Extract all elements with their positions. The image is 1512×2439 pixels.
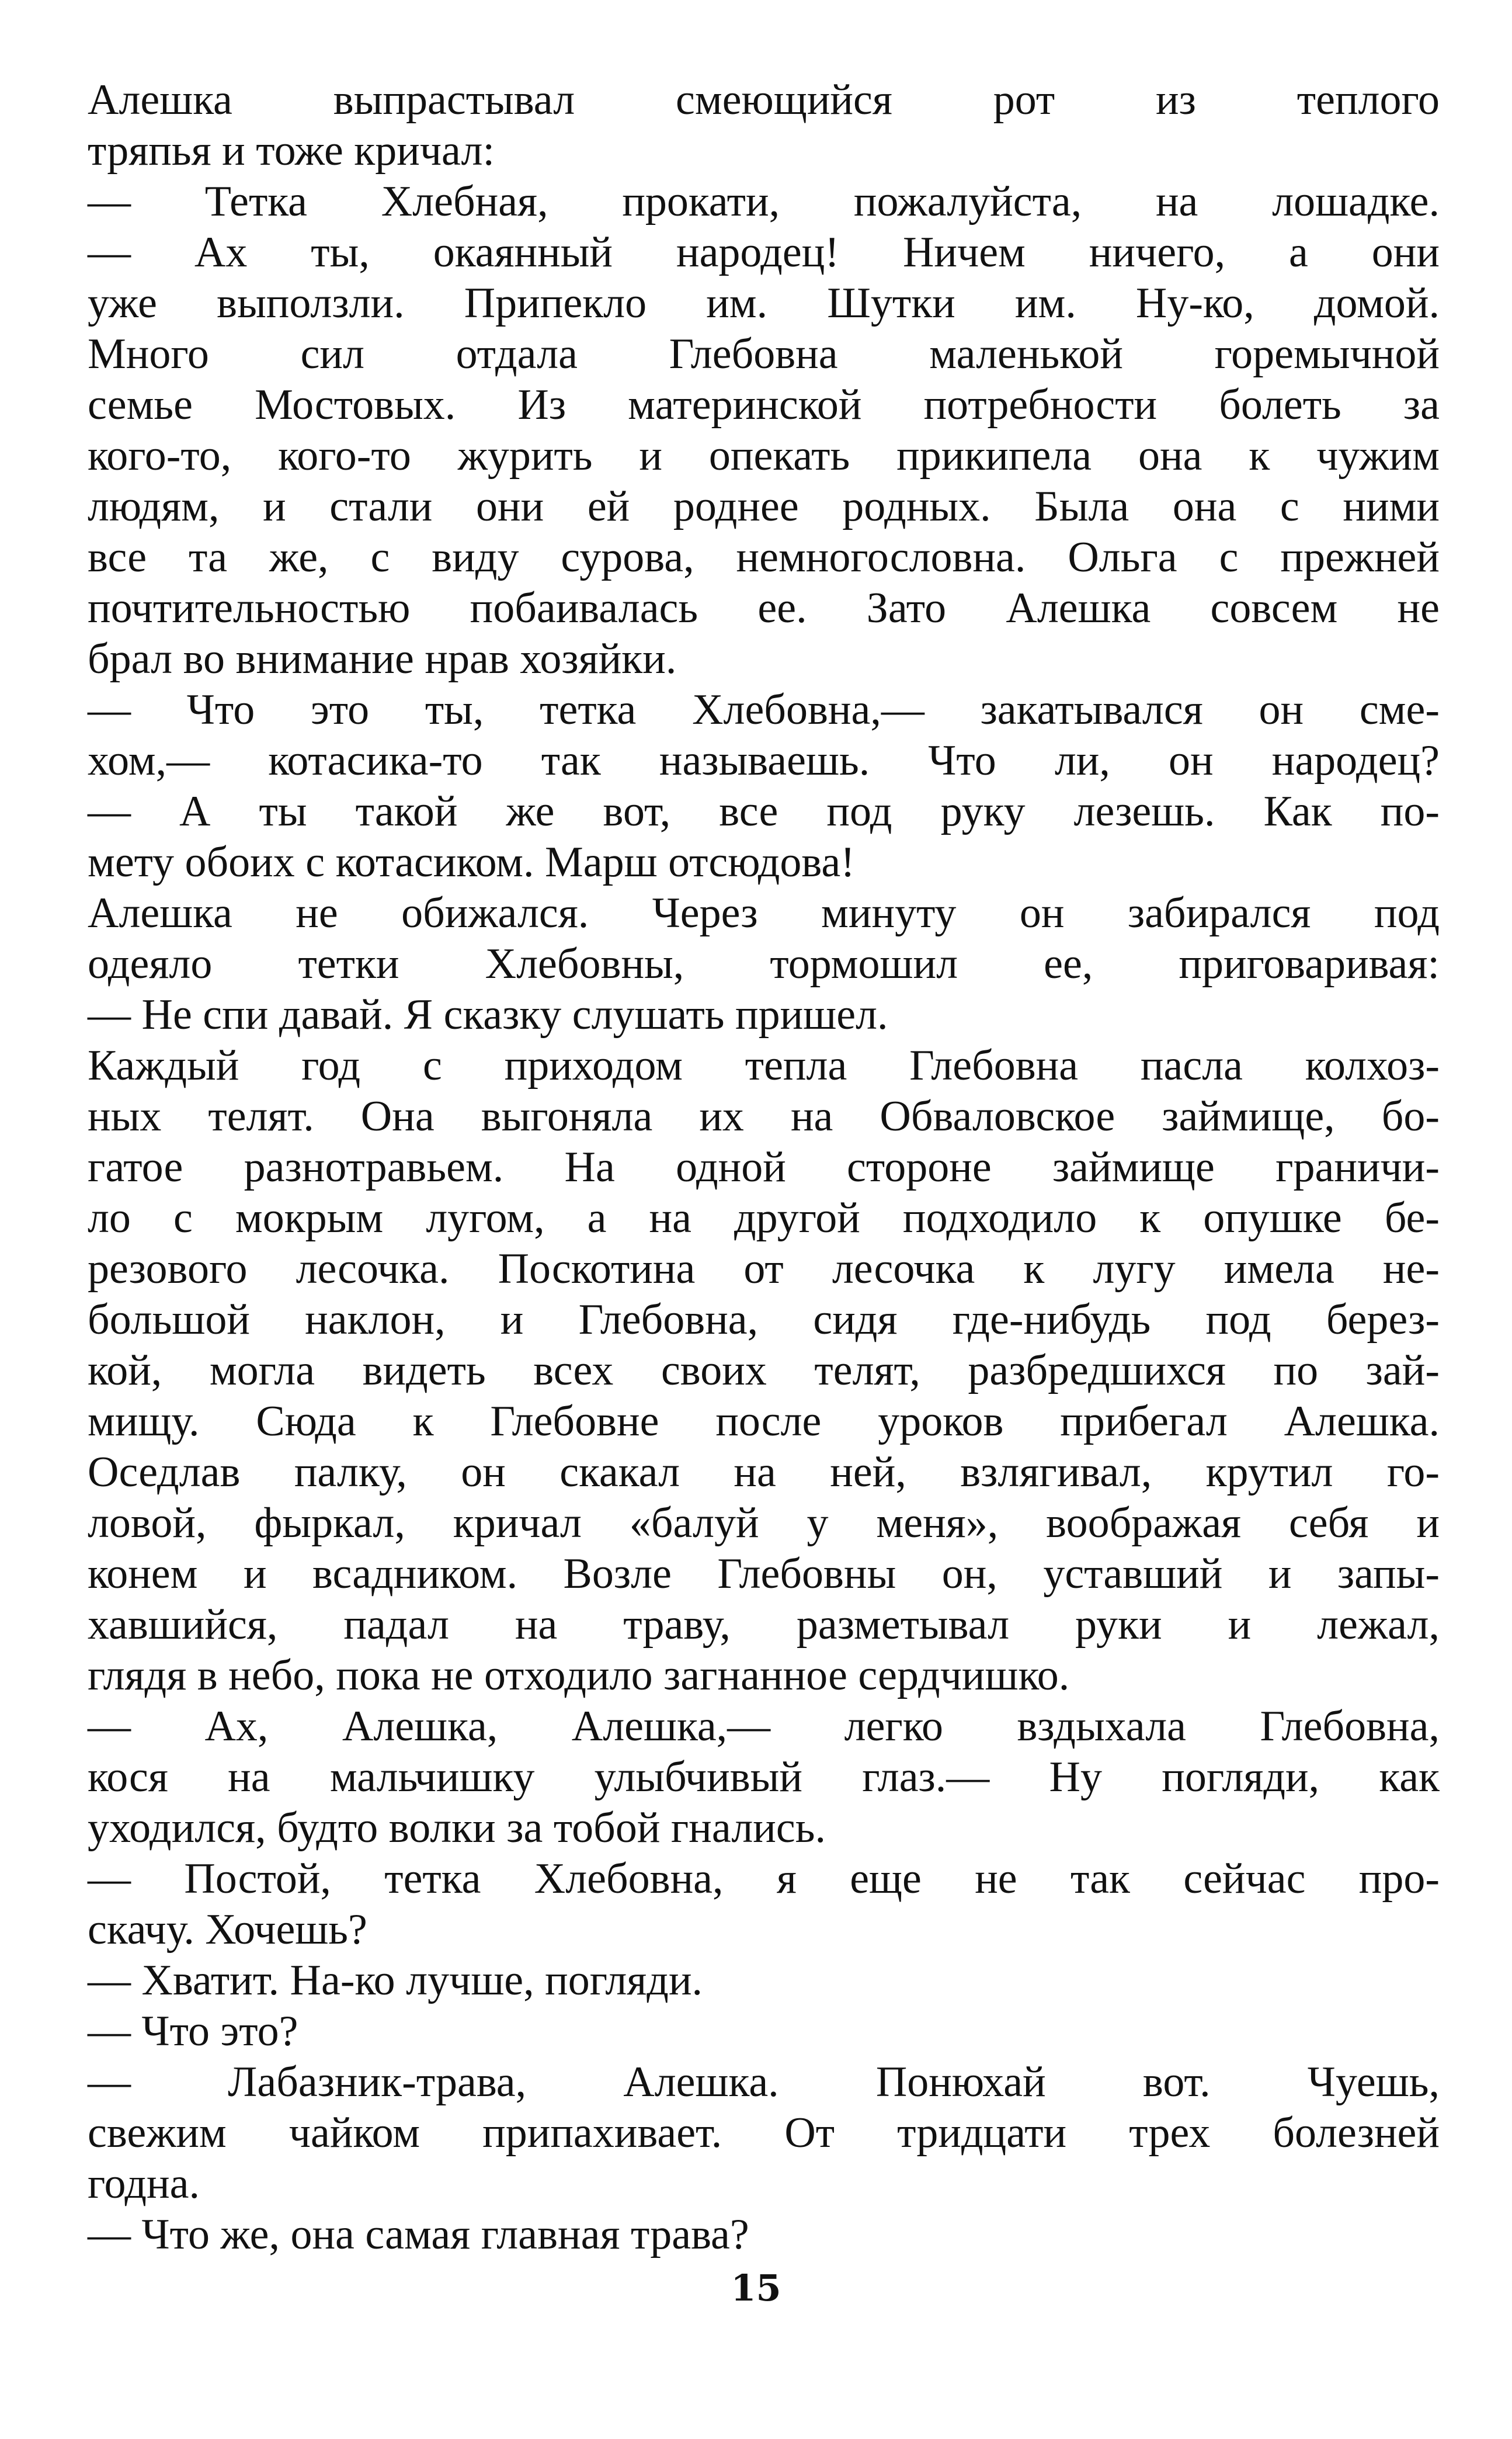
text-line: хавшийся, падал на траву, разметывал руки и лежал, [88, 1601, 1440, 1649]
text-line: Каждый год с приходом тепла Глебовна пасла колхоз- [88, 1042, 1440, 1090]
text-line: кося на мальчишку улыбчивый глаз.— Ну погляди, как [88, 1753, 1440, 1801]
text-line: брал во внимание нрав хозяйки. [88, 635, 677, 683]
text-line: людям, и стали они ей роднее родных. Была она с ними [88, 483, 1440, 530]
text-line: кого-то, кого-то журить и опекать прикипела она к чужим [88, 432, 1440, 480]
text-line: — Что это ты, тетка Хлебовна,— закатывался он сме- [88, 686, 1440, 734]
text-line: почтительностью побаивалась ее. Зато Алешка совсем не [88, 584, 1440, 632]
text-line: — Не спи давай. Я сказку слушать пришел. [88, 991, 888, 1039]
text-line: — Хватит. На-ко лучше, погляди. [88, 1956, 703, 2004]
text-line: мету обоих с котасиком. Марш отсюдова! [88, 838, 855, 886]
text-line: — Тетка Хлебная, прокати, пожалуйста, на лошадке. [88, 178, 1440, 225]
text-line: — Лабазник-трава, Алешка. Понюхай вот. Чуешь, [88, 2058, 1440, 2106]
text-line: скачу. Хочешь? [88, 1906, 367, 1954]
text-line: — Что же, она самая главная трава? [88, 2211, 749, 2258]
text-line: все та же, с виду сурова, немногословна. Ольга с прежней [88, 533, 1440, 581]
text-line: — Что это? [88, 2007, 298, 2055]
text-line: Алешка выпрастывал смеющийся рот из теплого [88, 76, 1440, 124]
text-line: — А ты такой же вот, все под руку лезешь. Как по- [88, 787, 1440, 835]
text-line: кой, могла видеть всех своих телят, разбредшихся по зай- [88, 1347, 1440, 1394]
text-line: Алешка не обижался. Через минуту он забирался под [88, 889, 1440, 937]
text-line: семье Мостовых. Из материнской потребности болеть за [88, 381, 1440, 429]
text-line: свежим чайком припахивает. От тридцати трех болезней [88, 2109, 1440, 2157]
text-line: одеяло тетки Хлебовны, тормошил ее, приговаривая: [88, 940, 1440, 988]
text-line: ловой, фыркал, кричал «балуй у меня», воображая себя и [88, 1499, 1440, 1547]
text-line: уходился, будто волки за тобой гнались. [88, 1804, 826, 1852]
text-line: мищу. Сюда к Глебовне после уроков прибегал Алешка. [88, 1397, 1440, 1445]
text-line: — Ах ты, окаянный народец! Ничем ничего, а они [88, 228, 1440, 276]
text-line: тряпья и тоже кричал: [88, 127, 495, 175]
text-line: Много сил отдала Глебовна маленькой горемычной [88, 330, 1440, 378]
text-line: хом,— котасика-то так называешь. Что ли, он народец? [88, 737, 1440, 785]
text-line: гатое разнотравьем. На одной стороне займище граничи- [88, 1143, 1440, 1191]
text-line: глядя в небо, пока не отходило загнанное сердчишко. [88, 1652, 1070, 1699]
text-line: конем и всадником. Возле Глебовны он, уставший и запы- [88, 1550, 1440, 1598]
text-line: Оседлав палку, он скакал на ней, взлягивал, крутил го- [88, 1448, 1440, 1496]
text-line: ло с мокрым лугом, а на другой подходило к опушке бе- [88, 1194, 1440, 1242]
text-line: уже выползли. Припекло им. Шутки им. Ну-ко, домой. [88, 279, 1440, 327]
page-number: 15 [731, 2267, 781, 2309]
text-line: — Постой, тетка Хлебовна, я еще не так сейчас про- [88, 1855, 1440, 1903]
text-line: годна. [88, 2160, 200, 2208]
text-line: — Ах, Алешка, Алешка,— легко вздыхала Глебовна, [88, 1702, 1440, 1750]
text-line: большой наклон, и Глебовна, сидя где-нибудь под берез- [88, 1296, 1440, 1344]
text-line: резового лесочка. Поскотина от лесочка к лугу имела не- [88, 1245, 1440, 1293]
page-text-block [88, 75, 1440, 2260]
text-line: ных телят. Она выгоняла их на Обваловское займище, бо- [88, 1092, 1440, 1140]
